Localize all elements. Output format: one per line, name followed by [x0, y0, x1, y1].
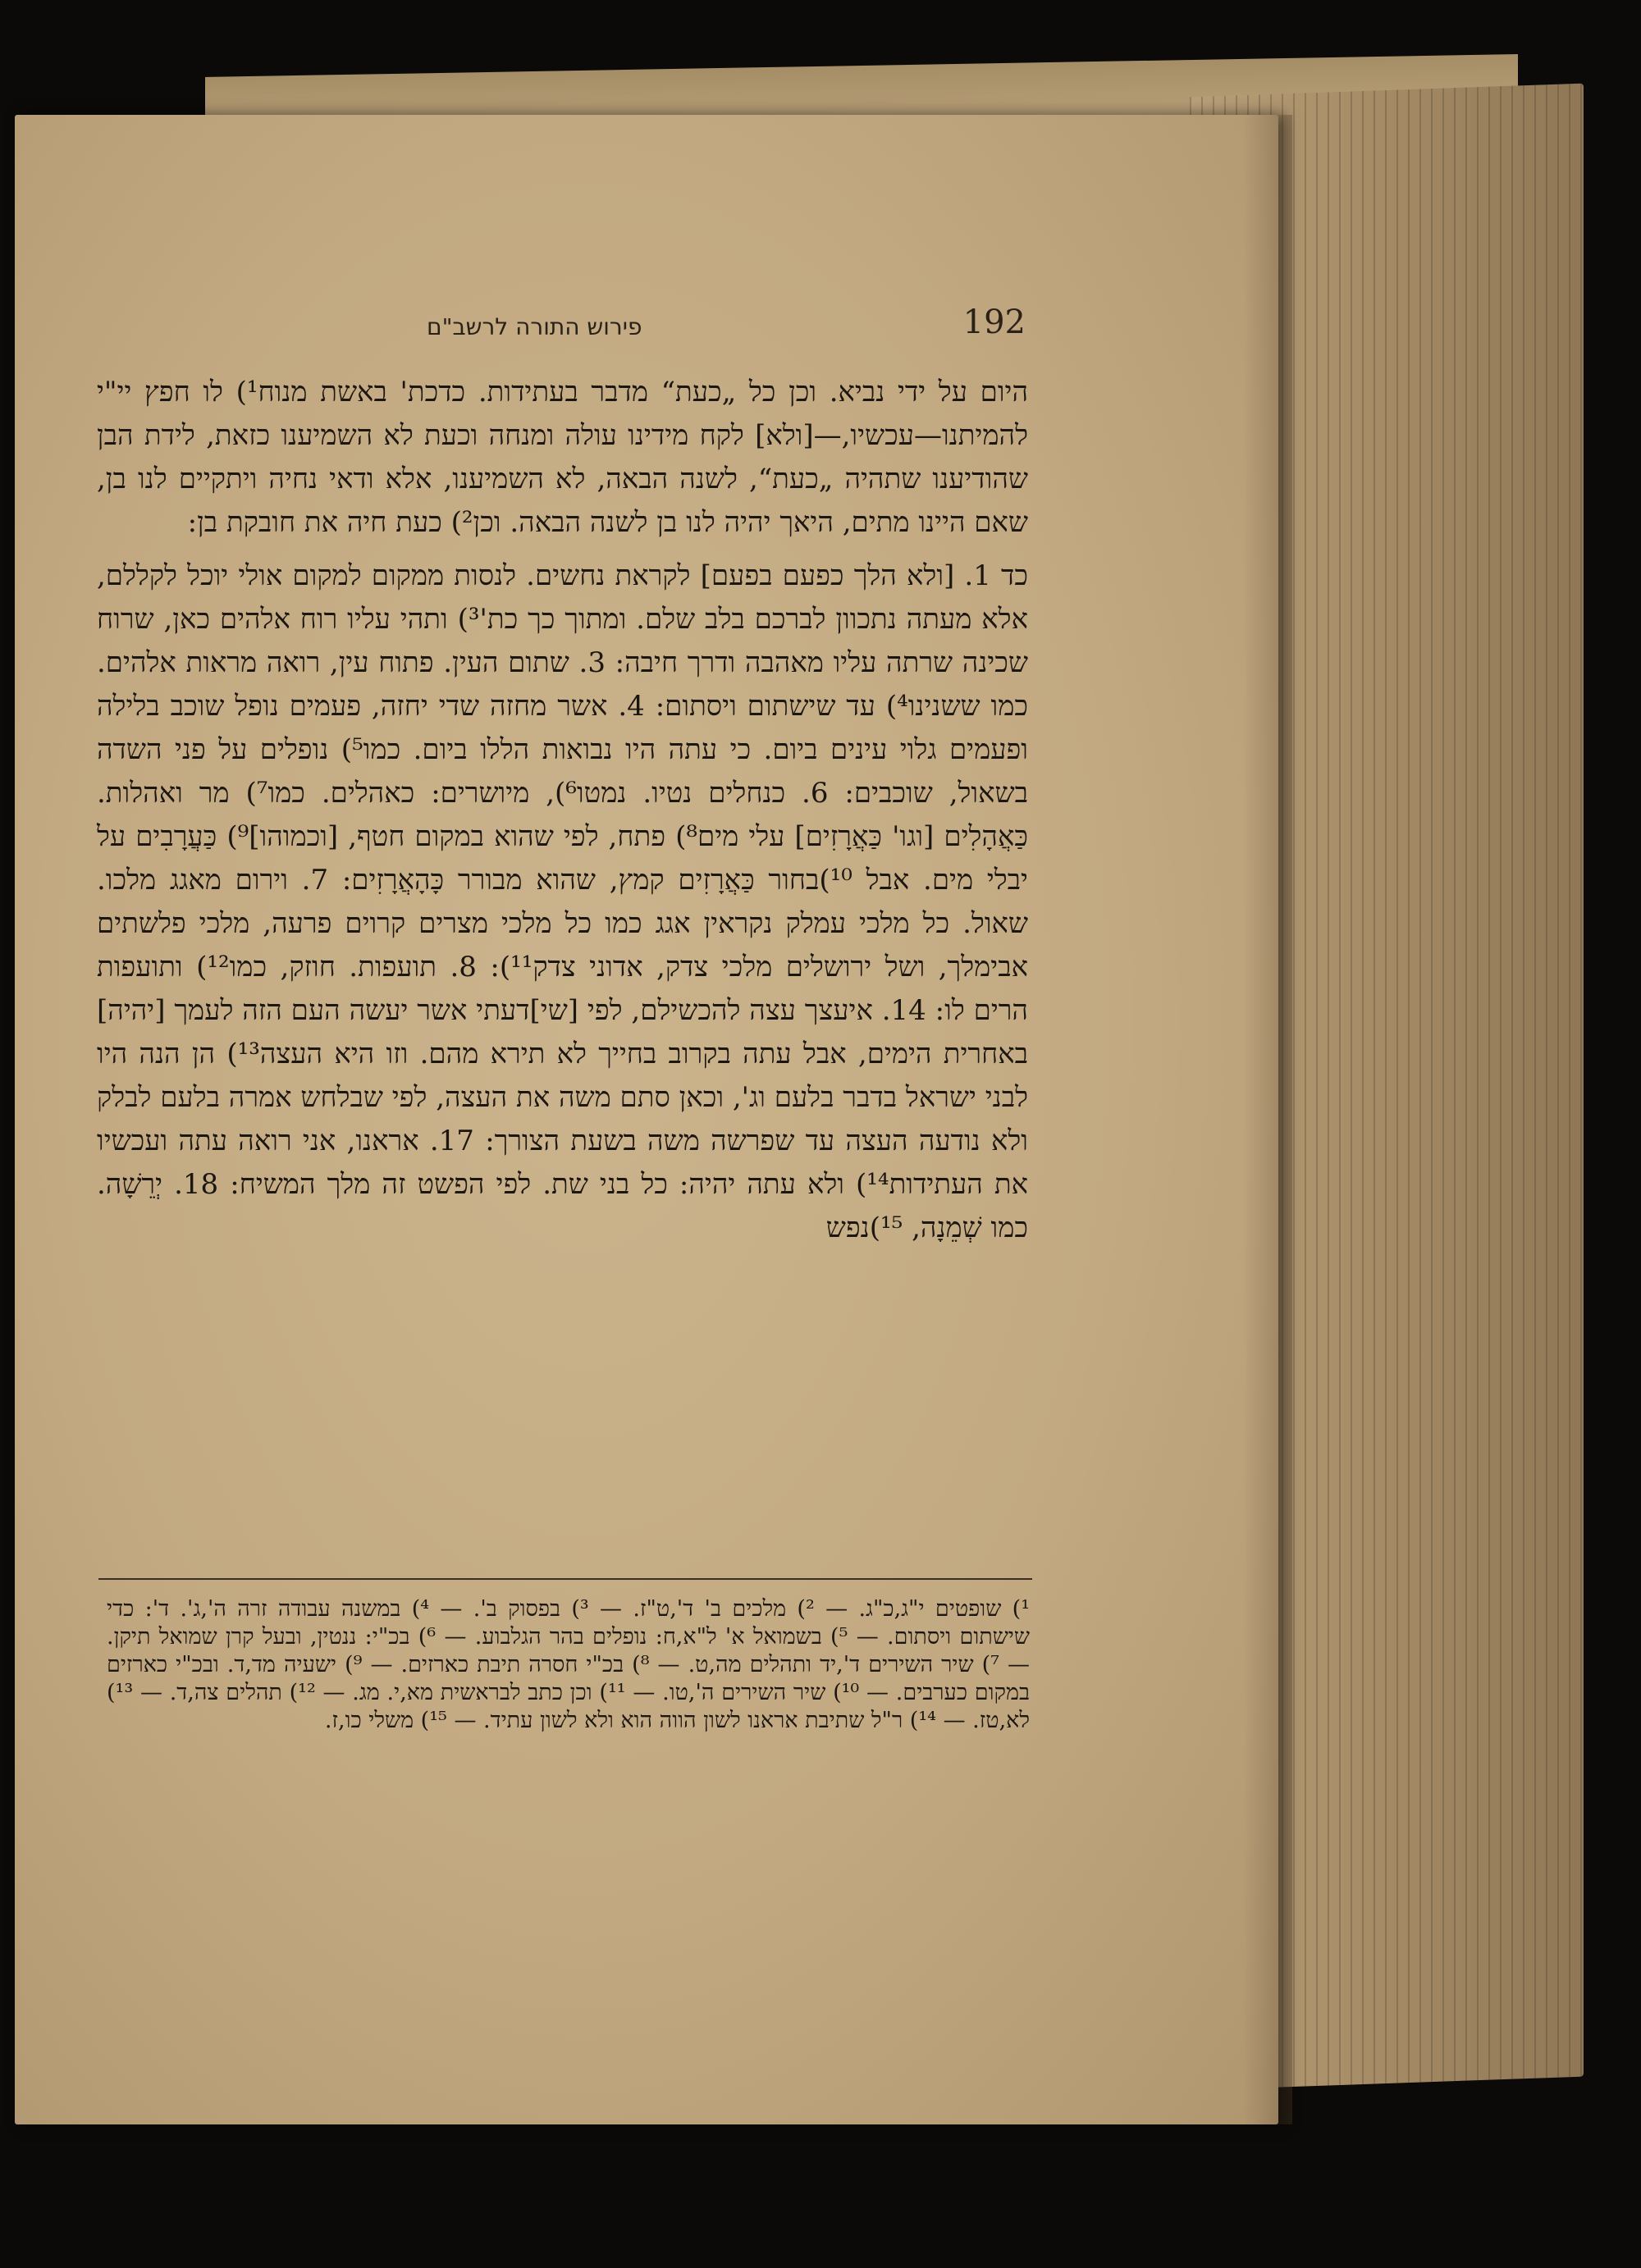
paragraph: היום על ידי נביא. וכן כל „כעת“ מדבר בעתידות. כדכת' באשת מנוח¹) לו חפץ יי"י להמיתנו—עכשיו,—[ולא] לקח מידינו עולה ומנחה וכעת לא השמיענו כזאת, לידת הבן שהודיענו שתהיה „כעת“, לשנה הבאה, לא השמיענו, אלא ודאי נחיה ויתקיים לנו בן, שאם היינו מתים, היאך יהיה לנו בן לשנה הבאה. וכן²) כעת חיה את חובקת בן:: [97, 376, 1029, 539]
page-number: 192: [962, 303, 1026, 341]
page-header: [98, 303, 1026, 353]
page-edge-shadow: [1243, 115, 1292, 2124]
running-title: פירוש התורה לרשב"ם: [427, 313, 642, 340]
paragraph: כד 1. [ולא הלך כפעם בפעם] לקראת נחשים. לנסות ממקום למקום אולי יוכל לקללם, אלא מעתה נתכוון לברכם בלב שלם. ומתוך כך כת'³) ותהי עליו רוח אלהים כאן, שרוח שכינה שרתה עליו מאהבה ודרך חיבה: 3. שתום העין. פתוח עין, רואה מראות אלהים. כמו ששנינו⁴) עד שישתום ויסתום: 4. אשר מחזה שדי יחזה, פעמים נופל שוכב בלילה ופעמים גלוי עינים ביום. כי עתה היו נבואות הללו ביום. כמו⁵) נופלים על פני השדה בשאול, שוכבים: 6. כנחלים נטיו. נמטו⁶), מיושרים: כאהלים. כמו⁷) מר ואהלות. כַּאֲהָלִים [וגו' כַּאֲרָזִים] עלי מים⁸) פתח, לפי שהוא במקום חטף, [וכמוהו]⁹) כַּעֲרָבִים על יבלי מים. אבל ¹⁰)בחור כַּאֲרָזִים קמץ, שהוא מבורר כָּהָאֲרָזִים: 7. וירום מאגג מלכו. שאול. כל מלכי עמלק נקראין אגג כמו כל מלכי מצרים קרוים פרעה, מלכי פלשתים אבימלך, ושל ירושלים מלכי צדק, אדוני צדק¹¹): 8. תועפות. חוזק, כמו¹²) ותועפות הרים לו: 14. איעצך עצה להכשילם, לפי [שי]דעתי אשר יעשה העם הזה לעמך [יהיה] באחרית הימים, אבל עתה בקרוב בחייך לא תירא מהם. וזו היא העצה¹³) הן הנה היו לבני ישראל בדבר בלעם וג', וכאן סתם משה את העצה, לפי שבלחש אמרה בלעם לבלק ולא נודעה העצה עד שפרשה משה בשעת הצורך: 17. אראנו, אני רואה עתה ועכשיו את העתידות¹⁴) ולא עתה יהיה: כל בני שת. לפי הפשט זה מלך המשיח: 18. יְרֵשָׁה. כמו שְׁמֵנָה, ¹⁵)נפש: [97, 559, 1029, 1244]
footnote-divider: [98, 1578, 1032, 1580]
footnotes: [107, 1595, 1030, 1735]
main-text: [97, 371, 1028, 1250]
footnotes-text: ¹) שופטים י"ג,כ"ג. — ²) מלכים ב' ד',ט"ז. — ³) בפסוק ב'. — ⁴) במשנה עבודה זרה ה',ג'. ד': כדי שישתום ויסתום. — ⁵) בשמואל א' ל"א,ח: נופלים בהר הגלבוע. — ⁶) בכ"י: ננטין, ובעל קרן שמואל תיקן. — ⁷) שיר השירים ד',יד ותהלים מה,ט. — ⁸) בכ"י חסרה תיבת כארזים. — ⁹) ישעיה מד,ד. ובכ"י כארזים במקום כערבים. — ¹⁰) שיר השירים ה',טו. — ¹¹) וכן כתב לבראשית מא,י. מג. — ¹²) תהלים צה,ד. — ¹³) לא,טז. — ¹⁴) ר"ל שתיבת אראנו לשון הווה הוא ולא לשון עתיד. — ¹⁵) משלי כו,ז.: [107, 1596, 1031, 1733]
